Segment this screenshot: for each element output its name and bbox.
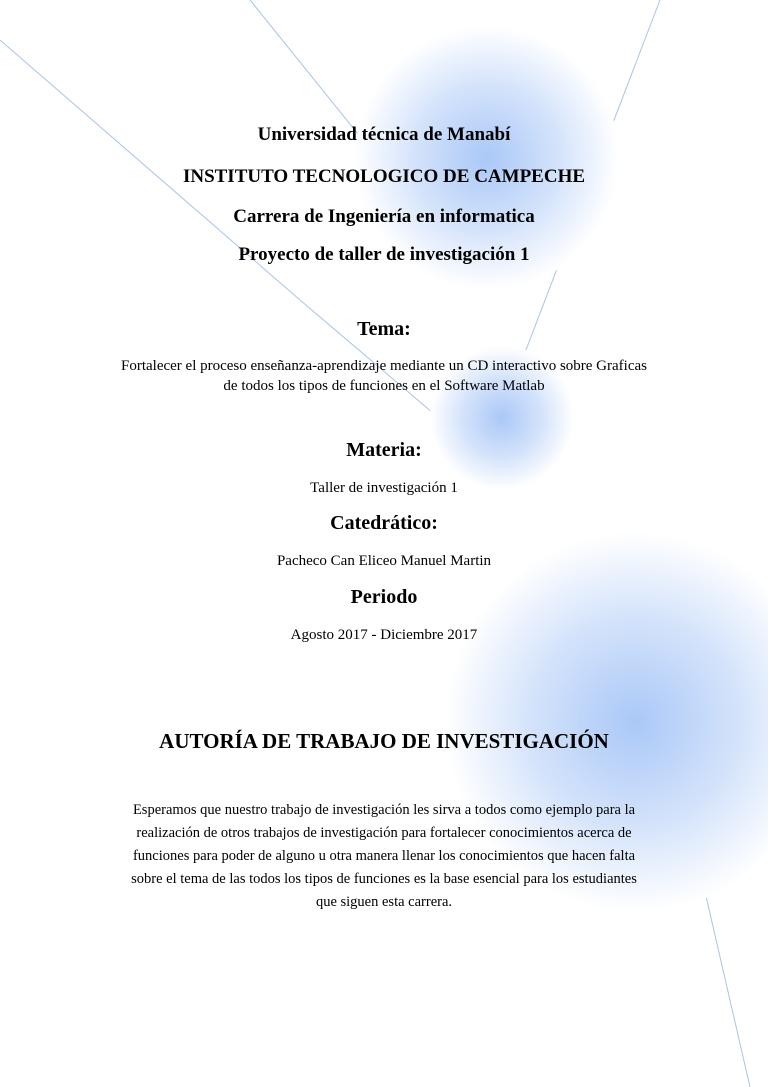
paragraph-line: funciones para poder de alguno u otra manera llenar los conocimientos que hacen falta	[132, 848, 636, 864]
project-name: Proyecto de taller de investigación 1	[238, 244, 530, 265]
institute-name: INSTITUTO TECNOLOGICO DE CAMPECHE	[182, 166, 586, 187]
materia-value: Taller de investigación 1	[310, 480, 458, 496]
catedratico-heading: Catedrático:	[330, 512, 438, 534]
paragraph-line: sobre el tema de las todos los tipos de funciones es la base esencial para los estudiantes	[131, 871, 637, 887]
paragraph-line: realización de otros trabajos de investigación para fortalecer conocimientos acerca de	[136, 825, 632, 841]
university-name: Universidad técnica de Manabí	[257, 124, 511, 145]
autoria-paragraph	[112, 799, 656, 914]
paragraph-line: que siguen esta carrera.	[315, 894, 453, 910]
tema-text-line-1: Fortalecer el proceso enseñanza-aprendizaje mediante un CD interactivo sobre Graficas	[120, 358, 647, 374]
tema-text-line-2: de todos los tipos de funciones en el Software Matlab	[223, 378, 545, 394]
tema-heading: Tema:	[357, 318, 411, 340]
catedratico-value: Pacheco Can Eliceo Manuel Martin	[276, 553, 492, 569]
autoria-heading: AUTORÍA DE TRABAJO DE INVESTIGACIÓN	[159, 729, 609, 753]
periodo-heading: Periodo	[350, 586, 418, 608]
materia-heading: Materia:	[346, 439, 422, 461]
paragraph-line: Esperamos que nuestro trabajo de investigación les sirva a todos como ejemplo para la	[132, 802, 636, 818]
career-name: Carrera de Ingeniería en informatica	[233, 206, 535, 227]
periodo-value: Agosto 2017 - Diciembre 2017	[290, 627, 478, 643]
